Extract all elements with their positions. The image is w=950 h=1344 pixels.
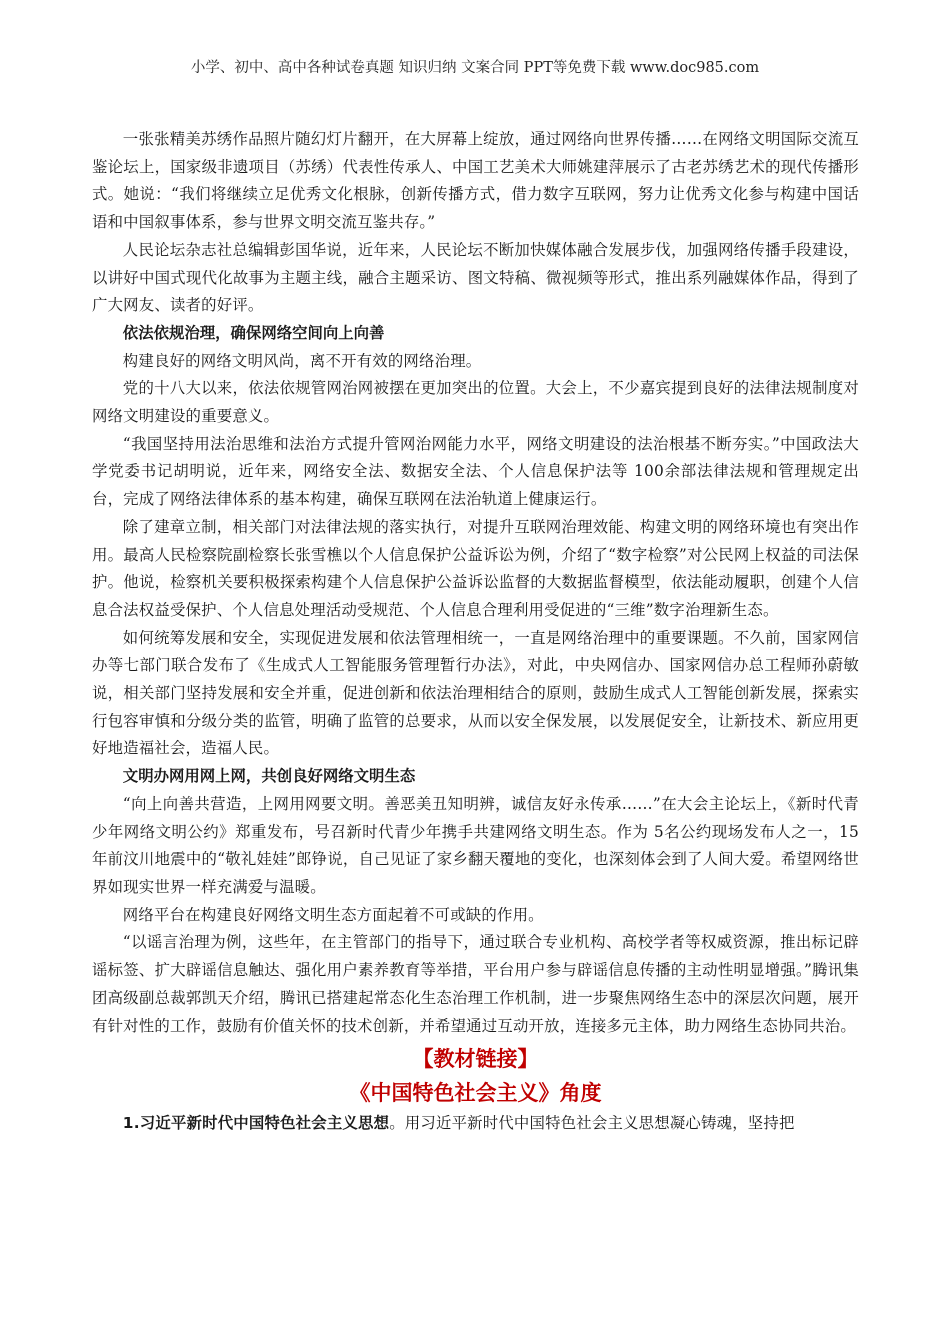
paragraph-6: 除了建章立制，相关部门对法律法规的落实执行，对提升互联网治理效能、构建文明的网络环境也有突出作用。最高人民检察院副检察长张雪樵以个人信息保护公益诉讼为例，介绍了“数字检察”对公民网上权益的司法保护。他说，检察机关要积极探索构建个人信息保护公益诉讼监督的大数据监督模型，依法能动履职，创建个人信息合法权益受保护、个人信息处理活动受规范、个人信息合理利用受促进的“三维”数字治理新生态。 xyxy=(92,517,859,619)
section-title: 【教材链接】 xyxy=(412,1047,539,1072)
paragraph-5: “我国坚持用法治思维和法治方式提升管网治网能力水平，网络文明建设的法治根基不断夯实。”中国政法大学党委书记胡明说，近年来，网络安全法、数据安全法、个人信息保护法等 100余部法律法规和管理规定出台，完成了网络法律体系的基本构建，确保互联网在法治轨道上健康运行。 xyxy=(92,434,859,509)
paragraph-1: 一张张精美苏绣作品照片随幻灯片翻开，在大屏幕上绽放，通过网络向世界传播……在网络文明国际交流互鉴论坛上，国家级非遗项目（苏绣）代表性传承人、中国工艺美术大师姚建萍展示了古老苏绣艺术的现代传播形式。她说：“我们将继续立足优秀文化根脉，创新传播方式，借力数字互联网，努力让优秀文化参与构建中国话语和中国叙事体系，参与世界文明交流互鉴共存。” xyxy=(92,130,859,232)
subheading-governance: 依法依规治理，确保网络空间向上向善 xyxy=(122,323,385,342)
page-header: 小学、初中、高中各种试卷真题 知识归纳 文案合同 PPT等免费下载 www.doc985.com xyxy=(190,60,760,76)
article-body xyxy=(92,126,859,1138)
paragraph-2: 人民论坛杂志社总编辑彭国华说，近年来，人民论坛不断加快媒体融合发展步伐，加强网络传播手段建设，以讲好中国式现代化故事为主题主线，融合主题采访、图文特稿、微视频等形式，推出系列融媒体作品，得到了广大网友、读者的好评。 xyxy=(92,240,859,315)
subheading-ecology: 文明办网用网上网，共创良好网络文明生态 xyxy=(122,767,416,786)
paragraph-11-rest: 。用习近平新时代中国特色社会主义思想凝心铸魂，坚持把 xyxy=(389,1114,795,1133)
paragraph-11-lead: 1.习近平新时代中国特色社会主义思想 xyxy=(122,1114,390,1133)
paragraph-11 xyxy=(92,1110,859,1138)
paragraph-3: 构建良好的网络文明风尚，离不开有效的网络治理。 xyxy=(122,351,482,370)
paragraph-8: “向上向善共营造，上网用网要文明。善恶美丑知明辨，诚信友好永传承……”在大会主论坛上，《新时代青少年网络文明公约》郑重发布，号召新时代青少年携手共建网络文明生态。作为 5名公约现场发布人之一，15年前汶川地震中的“敬礼娃娃”郎铮说，自己见证了家乡翻天覆地的变化，也深刻体会到了人间大爱。希望网络世界如现实世界一样充满爱与温暖。 xyxy=(92,794,859,896)
paragraph-4: 党的十八大以来，依法依规管网治网被摆在更加突出的位置。大会上，不少嘉宾提到良好的法律法规制度对网络文明建设的重要意义。 xyxy=(92,379,859,426)
paragraph-10: “以谣言治理为例，这些年，在主管部门的指导下，通过联合专业机构、高校学者等权威资源，推出标记辟谣标签、扩大辟谣信息触达、强化用户素养教育等举措，平台用户参与辟谣信息传播的主动性明显增强。”腾讯集团高级副总裁郭凯天介绍，腾讯已搭建起常态化生态治理工作机制，进一步聚焦网络生态中的深层次问题，展开有针对性的工作，鼓励有价值关怀的技术创新，并希望通过互动开放，连接多元主体，助力网络生态协同共治。 xyxy=(92,933,859,1035)
section-subtitle: 《中国特色社会主义》角度 xyxy=(349,1081,602,1106)
paragraph-9: 网络平台在构建良好网络文明生态方面起着不可或缺的作用。 xyxy=(122,905,544,924)
paragraph-7: 如何统筹发展和安全，实现促进发展和依法管理相统一，一直是网络治理中的重要课题。不久前，国家网信办等七部门联合发布了《生成式人工智能服务管理暂行办法》，对此，中央网信办、国家网信办总工程师孙蔚敏说，相关部门坚持发展和安全并重，促进创新和依法治理相结合的原则，鼓励生成式人工智能创新发展，探索实行包容审慎和分级分类的监管，明确了监管的总要求，从而以安全保发展，以发展促安全，让新技术、新应用更好地造福社会，造福人民。 xyxy=(92,628,859,758)
